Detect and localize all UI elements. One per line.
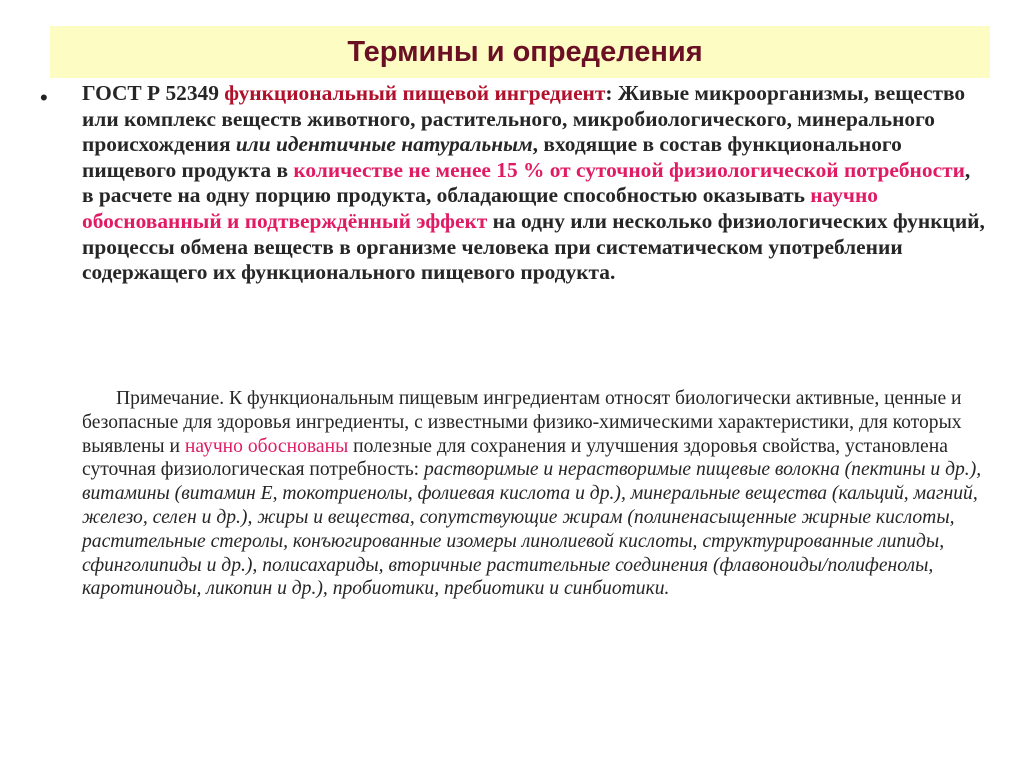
- definition-highlight-quantity: количестве не менее 15 % от суточной физиологической потребности: [293, 157, 965, 182]
- note-paragraph: [82, 387, 987, 601]
- definition-italic-1: или идентичные натуральным: [235, 132, 533, 157]
- slide-title: Термины и определения: [347, 35, 703, 68]
- defined-term: функциональный пищевой ингредиент: [224, 81, 606, 105]
- definition-text-2: , входящие в состав функционального пищевого продукта в: [82, 132, 902, 182]
- standard-reference: ГОСТ Р 52349: [82, 81, 219, 105]
- bullet-point: •: [40, 85, 48, 110]
- note-text-2: полезные для сохранения и улучшения здоровья свойства, установлена суточная физиологическая потребность:: [82, 435, 948, 481]
- note-italic-list: растворимые и нерастворимые пищевые волокна (пектины и др.), витамины (витамин Е, токотриенолы, фолиевая кислота и др.), минеральные вещества (кальций, магний, железо, селен и др.), жиры и вещества, сопутствующие жирам (полиненасыщенные жирные кислоты, растительные стеролы, конъюгированные изомеры линолиевой кислоты, структурированные липиды, сфинголипиды и др.), полисахариды, вторичные растительные соединения (флавоноиды/полифенолы, каротиноиды, ликопин и др.), пробиотики, пребиотики и синбиотики.: [82, 459, 982, 600]
- title-bar: [50, 26, 990, 78]
- definition-highlight-effect: научно обоснованный и подтверждённый эффект: [82, 183, 878, 233]
- definition-text-4: на одну или несколько физиологических функций, процессы обмена веществ в организме человека при систематическом употреблении содержащего их функционального пищевого продукта.: [82, 208, 985, 285]
- note-highlight: научно обоснованы: [184, 435, 349, 457]
- definition-paragraph: [82, 81, 987, 286]
- note-text-1: Примечание. К функциональным пищевым ингредиентам относят биологически активные, ценные и безопасные для здоровья ингредиенты, с известными физико-химическими характеристики, для которых выявлены и: [82, 388, 962, 457]
- definition-text-1: : Живые микроорганизмы, вещество или комплекс веществ животного, растительного, микробиологического, минерального происхождения: [82, 81, 966, 157]
- definition-text-3: , в расчете на одну порцию продукта, обладающие способностью оказывать: [82, 157, 971, 208]
